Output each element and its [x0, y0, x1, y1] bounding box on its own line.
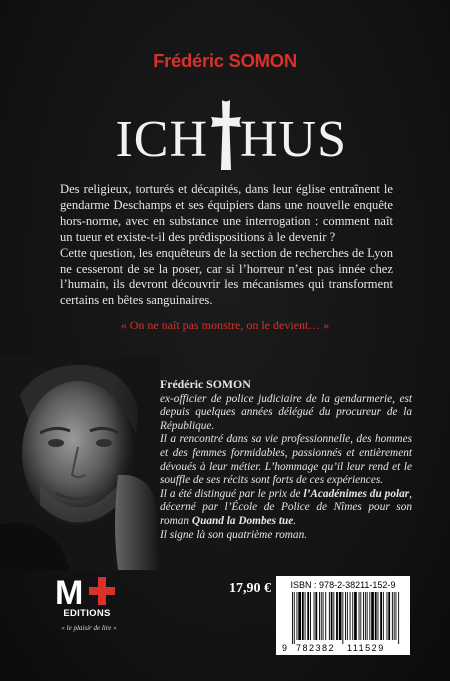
author-bio	[160, 378, 412, 542]
price: 17,90 €	[229, 581, 271, 596]
publisher-logo	[52, 571, 142, 661]
tagline-quote: « On ne naît pas monstre, on le devient… »	[120, 318, 330, 332]
publisher-tagline: « le plaisir de lire »	[61, 624, 117, 632]
barcode	[276, 576, 410, 655]
synopsis-paragraph: Cette question, les enquêteurs de la section de recherches de Lyon ne cesseront de se la poser, car si l’horreur n’est pas innée chez l’humain, ils devront découvrir les mécanismes qui transforment certains en bêtes sanguinaires.	[60, 245, 393, 308]
novel-title: Quand la Dombes tue	[191, 514, 294, 527]
publisher-name: EDITIONS	[63, 608, 111, 619]
bio-text: .	[293, 514, 297, 527]
bio-paragraph: ex-officier de police judiciaire de la gendarmerie, est depuis quelques années délégué du procureur de la République.	[160, 392, 412, 432]
title-part-right: HUS	[240, 111, 348, 168]
logo-letter: M	[55, 574, 84, 611]
barcode-digits-left: 782382	[296, 643, 336, 653]
barcode-digit-first: 9	[282, 643, 288, 653]
bio-paragraph: Il a rencontré dans sa vie professionnelle, des hommes et des femmes formidables, passionnés et entièrement dévoués à leur métier. L’hommage qu’il leur rend et le souffle de ses récits sont forts de ces expériences.	[160, 433, 412, 487]
bio-paragraph: Il signe là son quatrième roman.	[160, 528, 308, 541]
book-title	[0, 100, 450, 170]
author-heading: Frédéric SOMON	[153, 50, 297, 71]
isbn-label: ISBN : 978-2-38211-152-9	[290, 580, 396, 590]
bio-paragraph	[160, 488, 412, 529]
publisher-mark-icon	[52, 571, 122, 611]
bio-text: Il a été distingué par le prix de	[160, 487, 304, 500]
synopsis-paragraph: Des religieux, torturés et décapités, dans leur église entraînent le gendarme Deschamps et ses équipiers dans une nouvelle enquête hors-norme, avec en substance une interrogation : comment naît un tueur et existe-t-il des prédispositions à le devenir ?	[60, 182, 393, 244]
bio-author-name: Frédéric SOMON	[160, 377, 251, 391]
title-part-left: ICH	[115, 111, 208, 168]
bio-text: , décerné par l’École de Police de Nîmes pour son roman	[160, 487, 412, 527]
cross-icon	[210, 100, 242, 170]
barcode-icon	[276, 576, 410, 655]
barcode-digits-right: 111529	[347, 643, 385, 653]
author-photo	[0, 355, 160, 570]
synopsis	[60, 182, 393, 309]
award-name: l’Acadénimes du polar	[303, 487, 410, 500]
